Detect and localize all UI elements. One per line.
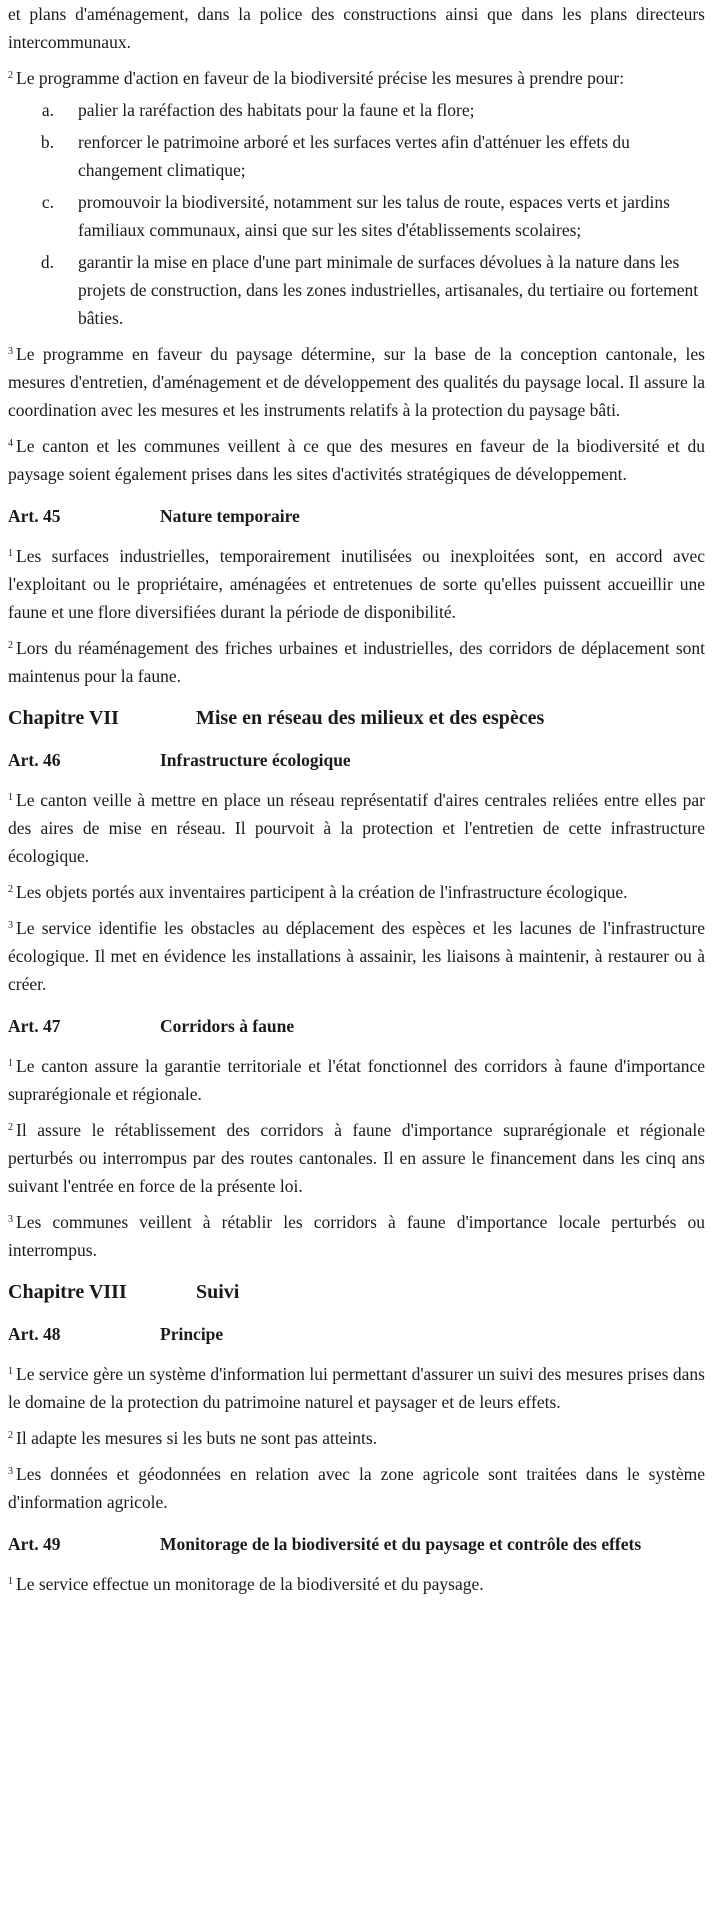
paragraph: $^2$ Le programme d'action en faveur de la biodiversité précise les mesures à prendre pour: [8, 68, 625, 88]
item-text: palier la raréfaction des habitats pour la faune et la flore; [78, 100, 475, 120]
item-label: d. [40, 252, 54, 272]
article-heading [8, 1012, 705, 1040]
chapter-number: Chapitre VII [8, 707, 119, 729]
article-title: Monitorage de la biodiversité et du paysage et contrôle des effets [160, 1534, 642, 1554]
item-label: c. [41, 192, 54, 212]
item-list [8, 96, 705, 332]
paragraph-number: 3 [8, 920, 13, 931]
paragraph: $^2$ Il adapte les mesures si les buts ne sont pas atteints. [8, 1428, 378, 1448]
chapter-heading [8, 1278, 705, 1306]
paragraph-number: 1 [8, 1576, 13, 1587]
paragraph: $^1$ Le canton veille à mettre en place un réseau représentatif d'aires centrales reliées entre elles par des aires de mise en réseau. Il pourvoit à la protection et l'entretien de cette infrastructure écologique. [8, 790, 705, 866]
list-item [8, 128, 705, 184]
paragraph-number: 2 [8, 70, 13, 81]
paragraph-number: 3 [8, 1466, 13, 1477]
article-heading [8, 1530, 705, 1558]
article-number: Art. 49 [8, 1534, 61, 1554]
chapter-title: Mise en réseau des milieux et des espèces [196, 707, 545, 729]
article-number: Art. 45 [8, 506, 61, 526]
paragraph-number: 1 [8, 1058, 13, 1069]
article-heading [8, 746, 705, 774]
chapter-title: Suivi [196, 1281, 240, 1303]
article-title: Infrastructure écologique [160, 750, 351, 770]
chapter-number: Chapitre VIII [8, 1281, 127, 1303]
paragraph-number: 1 [8, 548, 13, 559]
paragraph: $^1$ Le service gère un système d'information lui permettant d'assurer un suivi des mesures prises dans le domaine de la protection du patrimoine naturel et paysager et de leurs effets. [8, 1364, 705, 1412]
list-item [8, 188, 705, 244]
paragraph-number: 2 [8, 884, 13, 895]
item-label: b. [40, 132, 54, 152]
paragraph: $^3$ Les données et géodonnées en relation avec la zone agricole sont traitées dans le système d'information agricole. [8, 1464, 705, 1512]
article-title: Principe [160, 1324, 224, 1344]
article-number: Art. 46 [8, 750, 61, 770]
paragraph: $^1$ Les surfaces industrielles, temporairement inutilisées ou inexploitées sont, en accord avec l'exploitant ou le propriétaire, aménagées et entretenues de sorte qu'elles puissent accueillir une faune et une flore diversifiées durant la période de disponibilité. [8, 546, 705, 622]
paragraph-number: 3 [8, 346, 13, 357]
paragraph: $^4$ Le canton et les communes veillent à ce que des mesures en faveur de la biodiversité et du paysage soient également prises dans les sites d'activités stratégiques de développement. [8, 436, 705, 484]
chapter-heading [8, 704, 705, 732]
paragraph-number: 2 [8, 640, 13, 651]
paragraph: $^2$ Les objets portés aux inventaires participent à la création de l'infrastructure écologique. [8, 882, 628, 902]
paragraph: $^2$ Il assure le rétablissement des corridors à faune d'importance suprarégionale et régionale perturbés ou interrompus par des routes cantonales. Il en assure le financement dans les cinq ans suivant l'entrée en force de la présente loi. [8, 1120, 705, 1196]
paragraph-number: 1 [8, 792, 13, 803]
paragraph: $^3$ Le programme en faveur du paysage détermine, sur la base de la conception cantonale, les mesures d'entretien, d'aménagement et de développement des qualités du paysage local. Il assure la coordination avec les mesures et les instruments relatifs à la protection du paysage bâti. [8, 344, 705, 420]
paragraph-number: 2 [8, 1122, 13, 1133]
article-title: Corridors à faune [160, 1016, 295, 1036]
item-text: renforcer le patrimoine arboré et les surfaces vertes afin d'atténuer les effets du changement climatique; [78, 132, 630, 180]
paragraph-number: 4 [8, 438, 13, 449]
article-heading [8, 502, 705, 530]
paragraph-number: 1 [8, 1366, 13, 1377]
article-title: Nature temporaire [160, 506, 300, 526]
paragraph-number: 2 [8, 1430, 13, 1441]
item-text: garantir la mise en place d'une part minimale de surfaces dévolues à la nature dans les projets de construction, dans les zones industrielles, artisanales, du tertiaire ou fortement bâties. [78, 252, 699, 328]
article-heading [8, 1320, 705, 1348]
list-item [8, 248, 705, 332]
article-number: Art. 48 [8, 1324, 61, 1344]
item-text: promouvoir la biodiversité, notamment sur les talus de route, espaces verts et jardins familiaux communaux, ainsi que sur les sites d'établissements scolaires; [78, 192, 670, 240]
paragraph: $^3$ Le service identifie les obstacles au déplacement des espèces et les lacunes de l'infrastructure écologique. Il met en évidence les installations à assainir, les liaisons à maintenir, à restaurer ou à créer. [8, 918, 705, 994]
paragraph: $^1$ Le canton assure la garantie territoriale et l'état fonctionnel des corridors à faune d'importance suprarégionale et régionale. [8, 1056, 705, 1104]
paragraph: $^1$ Le service effectue un monitorage de la biodiversité et du paysage. [8, 1574, 484, 1594]
paragraph: $^2$ Lors du réaménagement des friches urbaines et industrielles, des corridors de déplacement sont maintenus pour la faune. [8, 638, 705, 686]
paragraph: et plans d'aménagement, dans la police des constructions ainsi que dans les plans directeurs intercommunaux. [8, 4, 705, 52]
list-item [8, 96, 705, 124]
paragraph-number: 3 [8, 1214, 13, 1225]
article-number: Art. 47 [8, 1016, 61, 1036]
item-label: a. [41, 100, 54, 120]
paragraph: $^3$ Les communes veillent à rétablir les corridors à faune d'importance locale perturbés ou interrompus. [8, 1212, 705, 1260]
